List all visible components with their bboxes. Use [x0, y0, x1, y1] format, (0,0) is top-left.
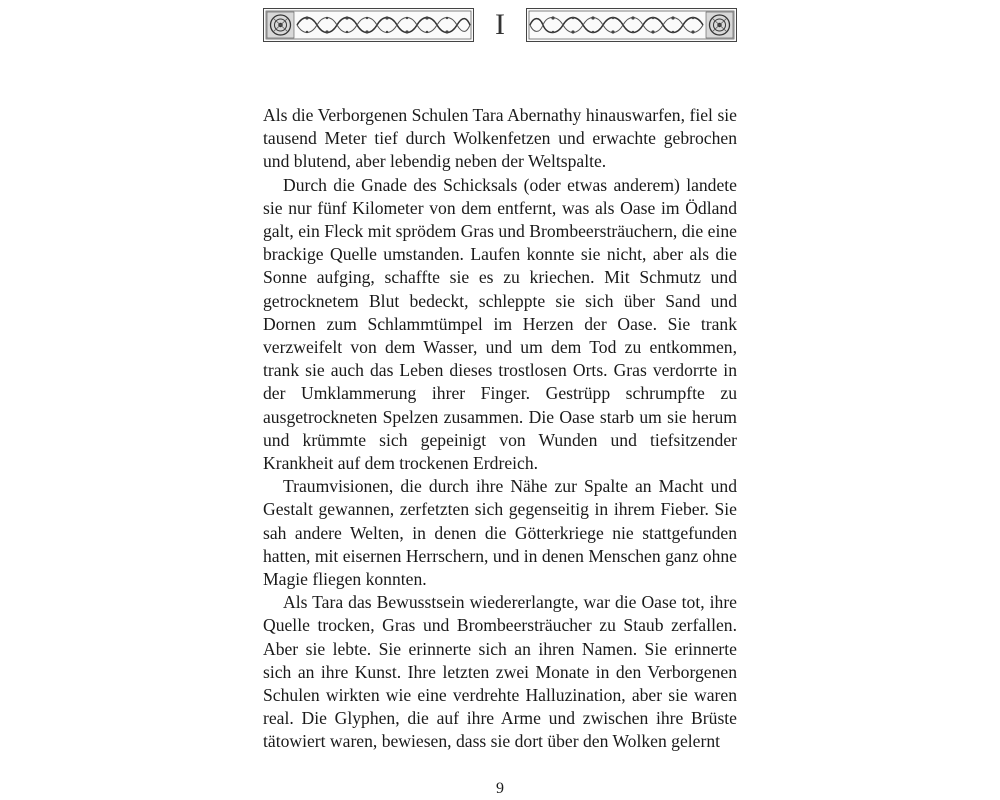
- chapter-number: I: [495, 8, 505, 41]
- paragraph-3: Traumvisionen, die durch ihre Nähe zur Spalte an Macht und Gestalt gewannen, zerfetzten sich gegenseitig in ihrem Fieber. Sie sah andere Welten, in denen die Götterkriege nie stattgefunden hatten, mit eisernen Herrschern, und in denen Menschen ganz ohne Magie fliegen konnten.: [263, 476, 737, 590]
- paragraph-4: Als Tara das Bewusstsein wiedererlangte, war die Oase tot, ihre Quelle trocken, Gras und Brombeersträucher zu Staub zerfallen. Aber sie lebte. Sie erinnerte sich an ihren Namen. Sie erinnerte sich an ihre Kunst. Ihre letzten zwei Monate in den Verborgenen Schulen wirkten wie eine verdrehte Halluzination, aber sie waren real. Die Glyphen, die auf ihre Arme und zwischen ihre Brüste tätowiert waren, bewiesen, dass sie dort über den Wolken gelernt: [263, 592, 737, 752]
- page-number: 9: [496, 780, 504, 797]
- paragraph-1: Als die Verborgenen Schulen Tara Abernathy hinauswarfen, fiel sie tausend Meter tief durch Wolkenfetzen und erwachte gebrochen und blutend, aber lebendig neben der Weltspalte.: [263, 105, 737, 172]
- body-text: [263, 104, 737, 754]
- ornament-right-icon: [526, 8, 737, 42]
- chapter-header: [263, 6, 737, 44]
- paragraph-2: Durch die Gnade des Schicksals (oder etwas anderem) landete sie nur fünf Kilometer von dem entfernt, was als Oase im Ödland galt, ein Fleck mit sprödem Gras und Brombeersträuchern, die eine brackige Quelle umstanden. Laufen konnte sie nicht, aber als die Sonne aufging, schaffte sie es zu kriechen. Mit Schmutz und getrocknetem Blut bedeckt, schleppte sie sich über Sand und Dornen zum Schlammtümpel im Herzen der Oase. Sie trank verzweifelt von dem Wasser, und um dem Tod zu entkommen, trank sie auch das Leben dieses trostlosen Orts. Gras verdorrte in der Umklammerung ihrer Finger. Gestrüpp schrumpfte zu ausgetrockneten Spelzen zusammen. Die Oase starb um sie herum und krümmte sich gepeinigt von Wunden und tiefsitzender Krankheit auf dem trockenen Erdreich.: [263, 174, 737, 474]
